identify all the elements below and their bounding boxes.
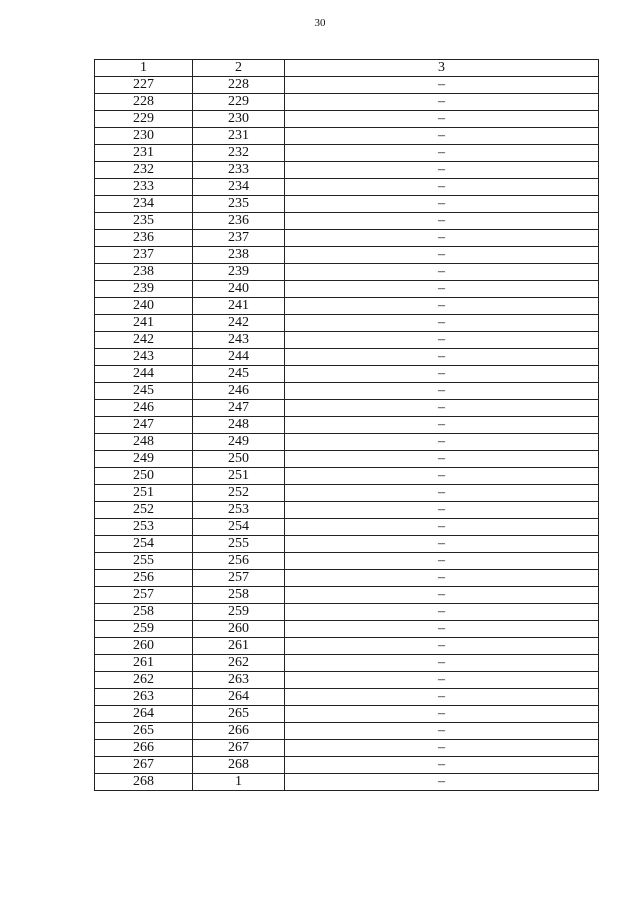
table-row [95,400,599,417]
table-cell-col2: 255 [193,536,285,553]
header-row [95,60,599,77]
table-cell-col2: 248 [193,417,285,434]
table-row [95,264,599,281]
table-cell-col1: 257 [95,587,193,604]
table-cell-col2: 249 [193,434,285,451]
table-cell-col2: 266 [193,723,285,740]
table-cell-col1: 232 [95,162,193,179]
table-cell-col1: 243 [95,349,193,366]
table-cell-col2: 235 [193,196,285,213]
table-cell-col1: 242 [95,332,193,349]
table-cell-col2: 260 [193,621,285,638]
table-cell-col2: 238 [193,247,285,264]
table-row [95,332,599,349]
table-cell-col1: 265 [95,723,193,740]
table-cell-col2: 228 [193,77,285,94]
table-row [95,128,599,145]
table-cell-col1: 249 [95,451,193,468]
table-row [95,570,599,587]
table-cell-col1: 234 [95,196,193,213]
table-cell-col3: – [285,451,599,468]
table-cell-col2: 246 [193,383,285,400]
table-cell-col1: 233 [95,179,193,196]
table-row [95,638,599,655]
data-table [94,59,599,791]
table-row [95,502,599,519]
table-cell-col1: 228 [95,94,193,111]
table-cell-col3: – [285,621,599,638]
table-cell-col2: 268 [193,757,285,774]
table-cell-col1: 231 [95,145,193,162]
table-row [95,774,599,791]
table-cell-col2: 256 [193,553,285,570]
table-cell-col3: – [285,519,599,536]
table-row [95,553,599,570]
table-cell-col2: 232 [193,145,285,162]
table-cell-col3: – [285,672,599,689]
table-cell-col1: 268 [95,774,193,791]
table-cell-col2: 247 [193,400,285,417]
table-cell-col3: – [285,383,599,400]
table-cell-col1: 259 [95,621,193,638]
table-row [95,587,599,604]
table-cell-col1: 244 [95,366,193,383]
table-cell-col1: 255 [95,553,193,570]
table-cell-col2: 242 [193,315,285,332]
table-cell-col2: 258 [193,587,285,604]
table-row [95,230,599,247]
table-cell-col2: 229 [193,94,285,111]
table-cell-col2: 252 [193,485,285,502]
table-cell-col1: 245 [95,383,193,400]
table-cell-col1: 261 [95,655,193,672]
table-cell-col1: 236 [95,230,193,247]
table-cell-col2: 251 [193,468,285,485]
column-header-3: 3 [285,60,599,77]
table-cell-col2: 236 [193,213,285,230]
table-cell-col2: 265 [193,706,285,723]
table-cell-col3: – [285,570,599,587]
table-row [95,315,599,332]
table-cell-col1: 256 [95,570,193,587]
table-cell-col2: 1 [193,774,285,791]
table-cell-col3: – [285,774,599,791]
table-cell-col2: 244 [193,349,285,366]
table-cell-col3: – [285,587,599,604]
table-cell-col3: – [285,111,599,128]
table-cell-col1: 252 [95,502,193,519]
table-cell-col2: 257 [193,570,285,587]
table-cell-col3: – [285,162,599,179]
table-cell-col2: 259 [193,604,285,621]
column-header-1: 1 [95,60,193,77]
table-cell-col3: – [285,417,599,434]
table-cell-col3: – [285,468,599,485]
table-cell-col1: 250 [95,468,193,485]
page-number: 30 [314,17,326,29]
table-row [95,298,599,315]
table-row [95,145,599,162]
table-cell-col1: 263 [95,689,193,706]
table-cell-col1: 239 [95,281,193,298]
table-cell-col3: – [285,264,599,281]
table-row [95,162,599,179]
table-cell-col3: – [285,145,599,162]
table-row [95,383,599,400]
table-cell-col3: – [285,213,599,230]
table-row [95,417,599,434]
table-cell-col2: 261 [193,638,285,655]
table-row [95,349,599,366]
table-cell-col2: 264 [193,689,285,706]
table-row [95,179,599,196]
table-cell-col2: 253 [193,502,285,519]
table-row [95,196,599,213]
table-cell-col2: 234 [193,179,285,196]
table-cell-col1: 241 [95,315,193,332]
table-row [95,604,599,621]
table-cell-col1: 247 [95,417,193,434]
table-row [95,451,599,468]
table-cell-col2: 241 [193,298,285,315]
table-cell-col3: – [285,689,599,706]
table-cell-col3: – [285,655,599,672]
table-cell-col1: 251 [95,485,193,502]
table-row [95,706,599,723]
table-row [95,723,599,740]
table-cell-col1: 253 [95,519,193,536]
table-row [95,519,599,536]
table-cell-col1: 262 [95,672,193,689]
table-cell-col1: 267 [95,757,193,774]
table-cell-col3: – [285,757,599,774]
table-cell-col3: – [285,740,599,757]
table-row [95,77,599,94]
table-cell-col1: 266 [95,740,193,757]
table-cell-col3: – [285,536,599,553]
table-cell-col1: 238 [95,264,193,281]
table-cell-col3: – [285,723,599,740]
table-cell-col2: 230 [193,111,285,128]
table-cell-col3: – [285,638,599,655]
table-cell-col1: 260 [95,638,193,655]
table-row [95,485,599,502]
table-cell-col3: – [285,179,599,196]
table-cell-col1: 230 [95,128,193,145]
table-cell-col3: – [285,315,599,332]
table-row [95,213,599,230]
table-cell-col1: 237 [95,247,193,264]
table-cell-col3: – [285,553,599,570]
table-cell-col2: 263 [193,672,285,689]
table-row [95,434,599,451]
table-cell-col3: – [285,128,599,145]
table-cell-col1: 258 [95,604,193,621]
table-cell-col3: – [285,434,599,451]
table-cell-col3: – [285,349,599,366]
table-cell-col1: 240 [95,298,193,315]
table-cell-col3: – [285,298,599,315]
table-cell-col2: 254 [193,519,285,536]
table-row [95,757,599,774]
table-cell-col2: 243 [193,332,285,349]
table-row [95,94,599,111]
table-cell-col3: – [285,196,599,213]
table-row [95,672,599,689]
table-cell-col3: – [285,400,599,417]
table-cell-col3: – [285,281,599,298]
table-cell-col2: 267 [193,740,285,757]
table-cell-col3: – [285,604,599,621]
table-cell-col1: 264 [95,706,193,723]
table-cell-col2: 262 [193,655,285,672]
table-cell-col2: 233 [193,162,285,179]
table-cell-col3: – [285,332,599,349]
table-row [95,536,599,553]
table-cell-col1: 235 [95,213,193,230]
table-cell-col2: 250 [193,451,285,468]
table-cell-col3: – [285,247,599,264]
table-cell-col1: 227 [95,77,193,94]
table-cell-col3: – [285,77,599,94]
table-row [95,111,599,128]
table-cell-col2: 231 [193,128,285,145]
table-row [95,468,599,485]
table-cell-col1: 248 [95,434,193,451]
table-row [95,655,599,672]
column-header-2: 2 [193,60,285,77]
table-row [95,281,599,298]
table-row [95,689,599,706]
table-row [95,621,599,638]
table-cell-col2: 240 [193,281,285,298]
table-cell-col1: 254 [95,536,193,553]
table-cell-col1: 246 [95,400,193,417]
table-cell-col2: 237 [193,230,285,247]
table-row [95,366,599,383]
table-row [95,740,599,757]
table-cell-col3: – [285,485,599,502]
table-cell-col3: – [285,230,599,247]
table-body [95,77,599,791]
table-cell-col3: – [285,366,599,383]
table-row [95,247,599,264]
table-cell-col2: 239 [193,264,285,281]
table-cell-col3: – [285,94,599,111]
table-cell-col1: 229 [95,111,193,128]
table-cell-col3: – [285,502,599,519]
table-cell-col3: – [285,706,599,723]
table-cell-col2: 245 [193,366,285,383]
